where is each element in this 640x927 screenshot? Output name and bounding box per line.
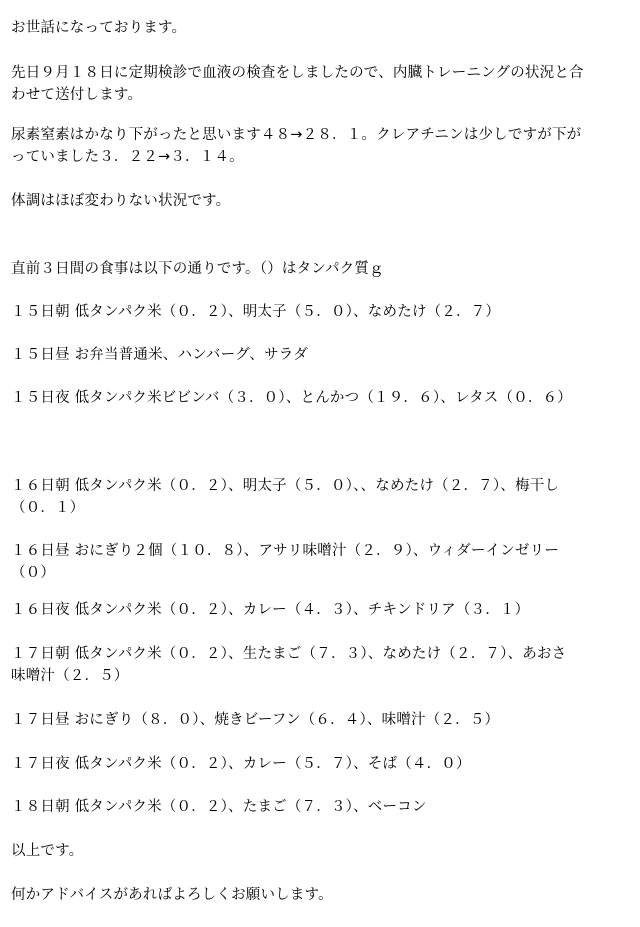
- meal-entry: [11, 540, 633, 584]
- checkup-paragraph: [11, 62, 633, 106]
- meal-entry: [11, 344, 633, 366]
- text-line: わせて送付します。: [11, 87, 143, 103]
- request-paragraph: [11, 884, 633, 906]
- text-line: （０．１）: [11, 500, 85, 516]
- meal-entry: [11, 599, 633, 621]
- text-line: （０）: [11, 565, 56, 581]
- meal-entry: [11, 387, 633, 409]
- text-line: １６日昼 おにぎり２個（１０．８）、アサリ味噌汁（２．９）、ウィダーインゼリー: [11, 543, 560, 559]
- text-line: 先日９月１８日に定期検診で血液の検査をしましたので、内臓トレーニングの状況と合: [11, 65, 584, 81]
- meals-intro-paragraph: [11, 258, 633, 280]
- text-line: １６日夜 低タンパク米（０．２）、カレー（４．３）、チキンドリア（３．１）: [11, 602, 530, 618]
- text-line: 何かアドバイスがあればよろしくお願いします。: [11, 887, 333, 903]
- text-line: １５日昼 お弁当普通米、ハンバーグ、サラダ: [11, 347, 309, 363]
- text-line: 体調はほぼ変わりない状況です。: [11, 193, 231, 209]
- text-line: １５日朝 低タンパク米（０．２）、明太子（５．０）、なめたけ（２．７）: [11, 304, 501, 320]
- meal-entry: [11, 709, 633, 731]
- text-line: １８日朝 低タンパク米（０．２）、たまご（７．３）、ベーコン: [11, 799, 427, 815]
- text-line: お世話になっております。: [11, 20, 187, 36]
- text-line: １６日朝 低タンパク米（０．２）、明太子（５．０）、、なめたけ（２．７）、梅干し: [11, 478, 560, 494]
- text-line: １７日朝 低タンパク米（０．２）、生たまご（７．３）、なめたけ（２．７）、あおさ: [11, 646, 567, 662]
- text-line: １７日夜 低タンパク米（０．２）、カレー（５．７）、そば（４．０）: [11, 756, 471, 772]
- text-line: 尿素窒素はかなり下がったと思います４８→２８．１。クレアチニンは少しですが下が: [11, 127, 582, 143]
- meal-entry: [11, 796, 633, 818]
- text-line: １７日昼 おにぎり（８．０）、焼きビーフン（６．４）、味噌汁（２．５）: [11, 712, 500, 728]
- text-line: 直前３日間の食事は以下の通りです。（）はタンパク質ｇ: [11, 261, 384, 277]
- text-line: 味噌汁（２．５）: [11, 668, 129, 684]
- text-line: １５日夜 低タンパク米ビビンバ（３．０）、とんかつ（１９．６）、レタス（０．６）: [11, 390, 572, 406]
- text-line: 以上です。: [11, 843, 84, 859]
- closing-paragraph: [11, 840, 633, 862]
- meal-entry: [11, 643, 633, 687]
- meal-entry: [11, 301, 633, 323]
- condition-paragraph: [11, 190, 633, 212]
- results-paragraph: [11, 124, 633, 168]
- greeting-paragraph: [11, 17, 633, 39]
- text-line: っていました３．２２→３．１４。: [11, 149, 244, 165]
- meal-entry: [11, 753, 633, 775]
- meal-entry: [11, 475, 633, 519]
